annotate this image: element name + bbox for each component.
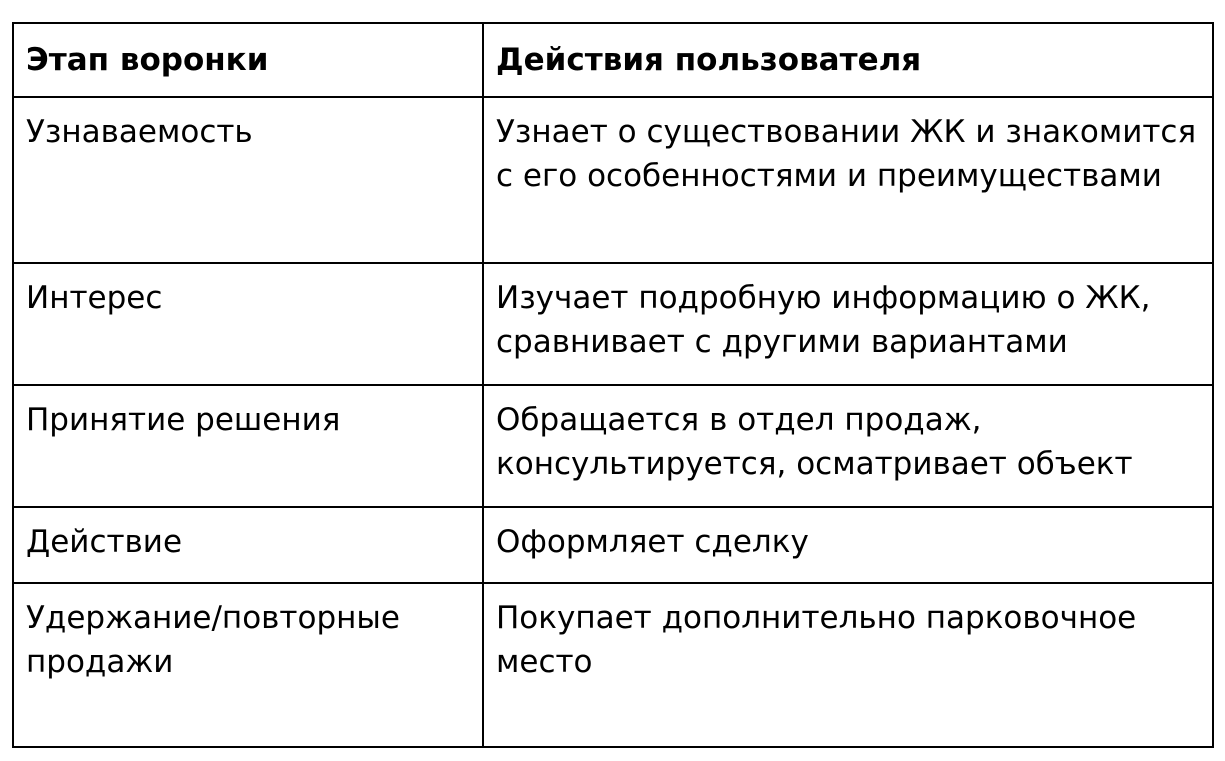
table-row bbox=[13, 583, 1213, 747]
action-cell: Узнает о существовании ЖК и знакомится с его особенностями и преимуществами bbox=[483, 97, 1213, 263]
stage-cell: Удержание/повторные продажи bbox=[13, 583, 483, 747]
action-cell: Обращается в отдел продаж, консультируется, осматривает объект bbox=[483, 385, 1213, 507]
table-row bbox=[13, 97, 1213, 263]
action-cell: Оформляет сделку bbox=[483, 507, 1213, 583]
table-header bbox=[13, 23, 1213, 97]
stage-cell: Интерес bbox=[13, 263, 483, 385]
header-user-actions: Действия пользователя bbox=[483, 23, 1213, 97]
table-body bbox=[13, 97, 1213, 747]
stage-cell: Принятие решения bbox=[13, 385, 483, 507]
table-row bbox=[13, 507, 1213, 583]
stage-cell: Узнаваемость bbox=[13, 97, 483, 263]
header-row bbox=[13, 23, 1213, 97]
funnel-table bbox=[12, 22, 1214, 748]
action-cell: Покупает дополнительно парковочное место bbox=[483, 583, 1213, 747]
header-stage: Этап воронки bbox=[13, 23, 483, 97]
action-cell: Изучает подробную информацию о ЖК, сравнивает с другими вариантами bbox=[483, 263, 1213, 385]
stage-cell: Действие bbox=[13, 507, 483, 583]
table-row bbox=[13, 385, 1213, 507]
table-row bbox=[13, 263, 1213, 385]
